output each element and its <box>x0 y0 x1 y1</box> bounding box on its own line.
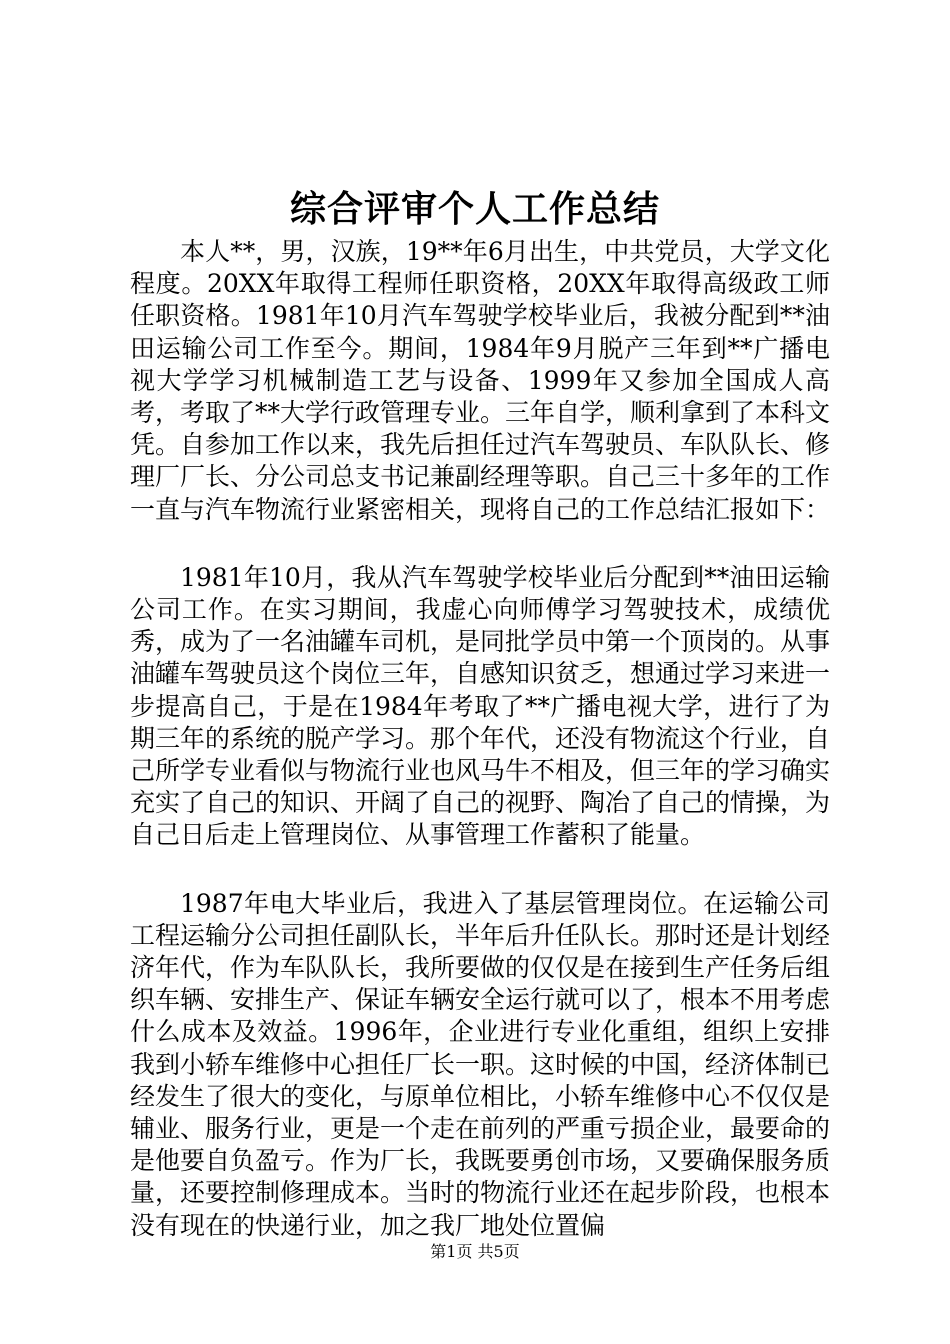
paragraph-1987: 1987年电大毕业后，我进入了基层管理岗位。在运输公司工程运输分公司担任副队长，半年后升任队长。那时还是计划经济年代，作为车队队长，我所要做的仅仅是在接到生产任务后组织车辆、安排生产、保证车辆安全运行就可以了，根本不用考虑什么成本及效益。1996年，企业进行专业化重组，组织上安排我到小轿车维修中心担任厂长一职。这时候的中国，经济体制已经发生了很大的变化，与原单位相比，小轿车维修中心不仅仅是辅业、服务行业，更是一个走在前列的严重亏损企业，最要命的是他要自负盈亏。作为厂长，我既要勇创市场，又要确保服务质量，还要控制修理成本。当时的物流行业还在起步阶段，也根本没有现在的快递行业，加之我厂地处位置偏 <box>130 888 831 1240</box>
document-body <box>130 236 830 1278</box>
paragraph-1981: 1981年10月，我从汽车驾驶学校毕业后分配到**油田运输公司工作。在实习期间，我虚心向师傅学习驾驶技术，成绩优秀，成为了一名油罐车司机，是同批学员中第一个顶岗的。从事油罐车驾驶员这个岗位三年，自感知识贫乏，想通过学习来进一步提高自己，于是在1984年考取了**广播电视大学，进行了为期三年的系统的脱产学习。那个年代，还没有物流这个行业，自己所学专业看似与物流行业也风马牛不相及，但三年的学习确实充实了自己的知识、开阔了自己的视野、陶冶了自己的情操，为自己日后走上管理岗位、从事管理工作蓄积了能量。 <box>130 562 831 850</box>
page-number-footer: 第1页 共5页 <box>430 1242 520 1261</box>
document-title: 综合评审个人工作总结 <box>289 188 660 230</box>
paragraph-intro: 本人**，男，汉族，19**年6月出生，中共党员，大学文化程度。20XX年取得工程师任职资格，20XX年取得高级政工师任职资格。1981年10月汽车驾驶学校毕业后，我被分配到**油田运输公司工作至今。期间，1984年9月脱产三年到**广播电视大学学习机械制造工艺与设备、1999年又参加全国成人高考，考取了**大学行政管理专业。三年自学，顺利拿到了本科文凭。自参加工作以来，我先后担任过汽车驾驶员、车队队长、修理厂厂长、分公司总支书记兼副经理等职。自己三十多年的工作一直与汽车物流行业紧密相关，现将自己的工作总结汇报如下： <box>130 237 831 524</box>
